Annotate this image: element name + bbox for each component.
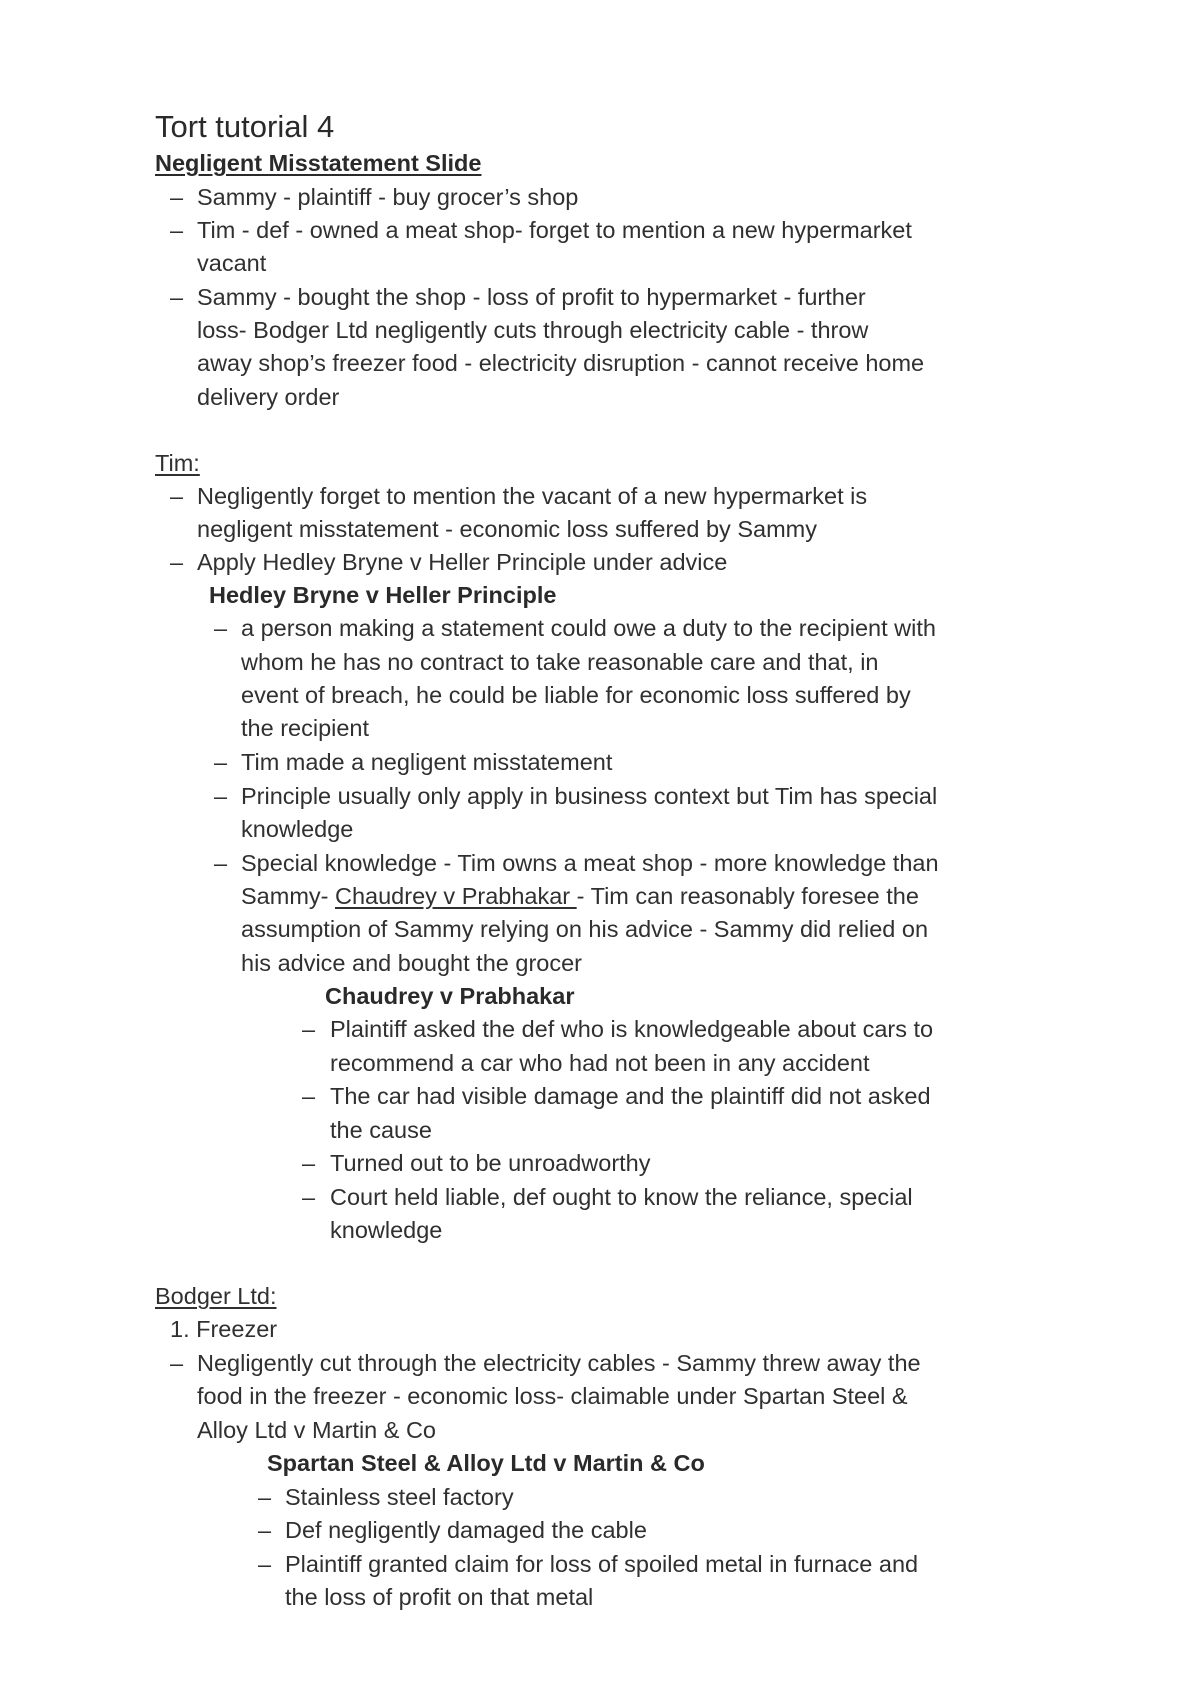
bullet-dash: – xyxy=(170,549,184,575)
bullet-text: Tim - def - owned a meat shop- forget to mention a new hypermarket xyxy=(197,217,912,243)
bullet-text: a person making a statement could owe a duty to the recipient with xyxy=(241,615,936,641)
section-heading-bodger: Bodger Ltd: xyxy=(155,1283,277,1309)
bullet-dash: – xyxy=(258,1551,272,1577)
bullet-text: Turned out to be unroadworthy xyxy=(330,1150,651,1176)
case-reference-chaudrey: Chaudrey v Prabhakar xyxy=(335,883,577,909)
bullet-dash: – xyxy=(170,284,184,310)
bullet-text: Tim made a negligent misstatement xyxy=(241,749,613,775)
bullet-text: The car had visible damage and the plaintiff did not asked xyxy=(330,1083,931,1109)
bullet-text: Court held liable, def ought to know the reliance, special xyxy=(330,1184,913,1210)
bullet-text: food in the freezer - economic loss- claimable under Spartan Steel & xyxy=(197,1383,908,1409)
bullet-text: Plaintiff asked the def who is knowledgeable about cars to xyxy=(330,1016,934,1042)
bullet-text: away shop’s freezer food - electricity disruption - cannot receive home xyxy=(197,350,925,376)
bullet-text: event of breach, he could be liable for economic loss suffered by xyxy=(241,682,911,708)
bullet-dash: – xyxy=(214,749,228,775)
bullet-text: assumption of Sammy relying on his advice - Sammy did relied on xyxy=(241,916,929,942)
bullet-text: Stainless steel factory xyxy=(285,1484,514,1510)
bullet-text: delivery order xyxy=(197,384,340,410)
bullet-text: recommend a car who had not been in any accident xyxy=(330,1050,870,1076)
bullet-text: vacant xyxy=(197,250,267,276)
section-heading-negligent-misstatement: Negligent Misstatement Slide xyxy=(155,150,482,176)
bullet-text: Principle usually only apply in business context but Tim has special xyxy=(241,783,938,809)
numbered-item-freezer: 1. Freezer xyxy=(170,1316,278,1342)
bullet-text: whom he has no contract to take reasonable care and that, in xyxy=(241,649,879,675)
section-heading-tim: Tim: xyxy=(155,450,200,476)
bullet-dash: – xyxy=(302,1083,316,1109)
bullet-text: the recipient xyxy=(241,715,370,741)
bullet-text: loss- Bodger Ltd negligently cuts through electricity cable - throw xyxy=(197,317,869,343)
bullet-dash: – xyxy=(170,1350,184,1376)
bullet-text: Apply Hedley Bryne v Heller Principle under advice xyxy=(197,549,728,575)
bullet-dash: – xyxy=(214,783,228,809)
bullet-dash: – xyxy=(170,483,184,509)
bullet-text: Plaintiff granted claim for loss of spoiled metal in furnace and xyxy=(285,1551,919,1577)
bullet-dash: – xyxy=(214,850,228,876)
bullet-dash: – xyxy=(258,1484,272,1510)
bullet-text: Negligently cut through the electricity cables - Sammy threw away the xyxy=(197,1350,921,1376)
case-heading-spartan-steel: Spartan Steel & Alloy Ltd v Martin & Co xyxy=(267,1450,705,1476)
case-heading-hedley-bryne: Hedley Bryne v Heller Principle xyxy=(209,582,557,608)
text-segment: - Tim can reasonably foresee the xyxy=(576,883,919,909)
bullet-text: his advice and bought the grocer xyxy=(241,950,582,976)
bullet-dash: – xyxy=(302,1184,316,1210)
bullet-dash: – xyxy=(170,184,184,210)
bullet-text: Alloy Ltd v Martin & Co xyxy=(197,1417,437,1443)
bullet-text: Sammy - bought the shop - loss of profit to hypermarket - further xyxy=(197,284,866,310)
bullet-dash: – xyxy=(214,615,228,641)
bullet-dash: – xyxy=(170,217,184,243)
text-segment: Sammy- xyxy=(241,883,335,909)
bullet-text: negligent misstatement - economic loss suffered by Sammy xyxy=(197,516,817,542)
bullet-text: Sammy - plaintiff - buy grocer’s shop xyxy=(197,184,579,210)
bullet-dash: – xyxy=(302,1016,316,1042)
bullet-text: Negligently forget to mention the vacant of a new hypermarket is xyxy=(197,483,868,509)
bullet-text: knowledge xyxy=(330,1217,443,1243)
case-heading-chaudrey: Chaudrey v Prabhakar xyxy=(325,983,575,1009)
bullet-text: the cause xyxy=(330,1117,432,1143)
bullet-dash: – xyxy=(258,1517,272,1543)
bullet-text: knowledge xyxy=(241,816,354,842)
bullet-text: the loss of profit on that metal xyxy=(285,1584,594,1610)
bullet-text-with-case xyxy=(241,881,919,911)
page-title: Tort tutorial 4 xyxy=(155,109,335,144)
bullet-dash: – xyxy=(302,1150,316,1176)
bullet-text: Special knowledge - Tim owns a meat shop - more knowledge than xyxy=(241,850,939,876)
bullet-text: Def negligently damaged the cable xyxy=(285,1517,647,1543)
